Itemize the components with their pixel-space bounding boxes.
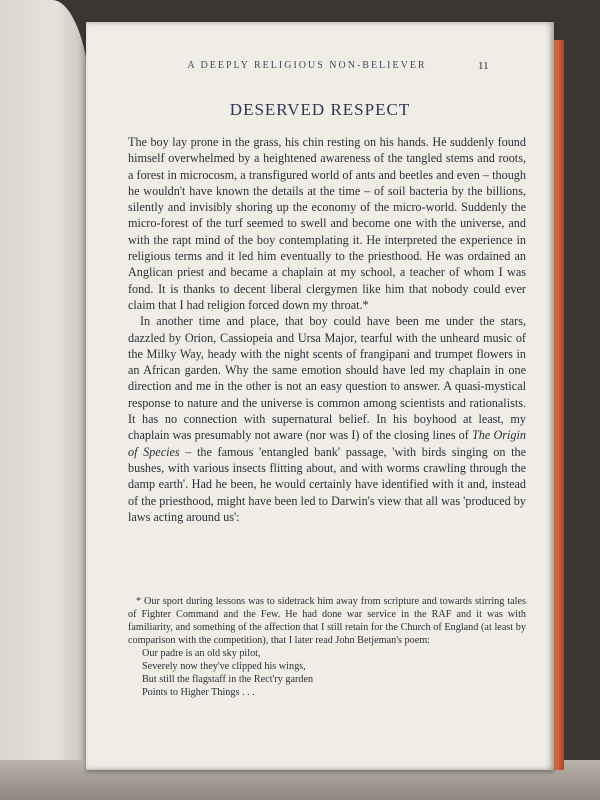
poem [142, 647, 526, 699]
body-text [128, 134, 526, 525]
poem-line: But still the flagstaff in the Rect'ry garden [142, 674, 314, 685]
poem-line: Our padre is an old sky pilot, [142, 648, 261, 659]
poem-line: Severely now they've clipped his wings, [142, 661, 306, 672]
running-head: A DEEPLY RELIGIOUS NON-BELIEVER [187, 60, 427, 71]
paragraph-2-part-1: In another time and place, that boy could have been me under the stars, dazzled by Orion, Cassiopeia and Ursa Major, tearful with the unheard music of the Milky Way, heady with the night scents of frangipani and trumpet flowers in an African garden. Why the same emotion should have led my chaplain in one direction and me in the other is not an easy question to answer. A quasi-mystical response to nature and the universe is common among scientists and rationalists. It has no connection with supernatural belief. In his boyhood at least, my chaplain was presumably not aware (nor was I) of the closing lines of [128, 314, 526, 443]
book-title-origin-of-species: The Origin of Species [128, 428, 526, 459]
paragraph-1: The boy lay prone in the grass, his chin resting on his hands. He suddenly found himself overwhelmed by a heightened awareness of the tangled stems and roots, a forest in microcosm, a transfigured world of ants and beetles and even – though he wouldn't have known the details at the time – of soil bacteria by the billions, silently and invisibly shoring up the economy of the micro-world. Suddenly the micro-forest of the turf seemed to swell and become one with the universe, and with the rapt mind of the boy contemplating it. He interpreted the experience in religious terms and it led him eventually to the priesthood. He was ordained an Anglican priest and became a chaplain at my school, a teacher of whom I was fond. It is thanks to decent liberal clergymen like him that nobody could ever claim that I had religion forced down my throat.* [128, 135, 526, 312]
footnote [128, 595, 526, 699]
book-page [86, 22, 554, 770]
paragraph-2 [128, 313, 526, 525]
page-number: 11 [478, 60, 489, 72]
poem-line: Points to Higher Things . . . [142, 687, 255, 698]
facing-page [0, 0, 92, 800]
chapter-title: DESERVED RESPECT [229, 100, 411, 119]
paragraph-2-part-2: – the famous 'entangled bank' passage, 'with birds singing on the bushes, with various insects flitting about, and with worms crawling through the damp earth'. Had he been, he would certainly have identified with it and, instead of the priesthood, might have been led to Darwin's view that all was 'produced by laws acting around us': [128, 444, 526, 524]
footnote-text: * Our sport during lessons was to sidetrack him away from scripture and towards stirring tales of Fighter Command and the Few. He had done war service in the RAF and it was with familiarity, and something of the affection that I still retain for the Church of England (at least by comparison with the competition), that I later read John Betjeman's poem: [128, 596, 526, 646]
